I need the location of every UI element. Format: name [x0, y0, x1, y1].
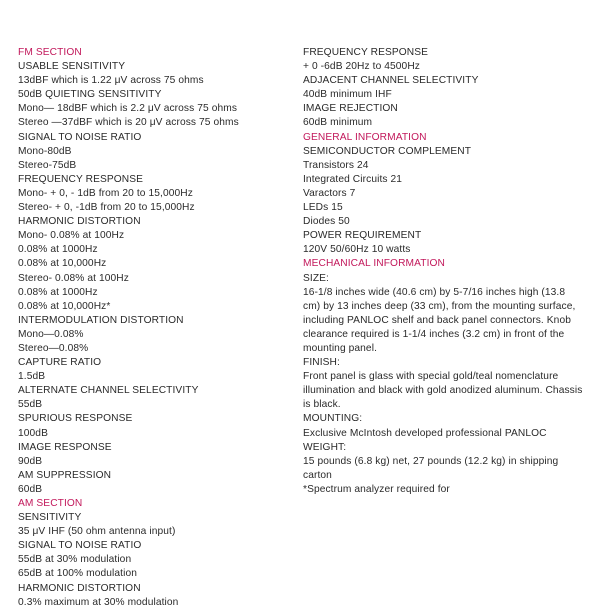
spec-line: SEMICONDUCTOR COMPLEMENT: [303, 145, 472, 157]
spec-line: 55dB: [18, 399, 43, 411]
spec-line: Stereo —37dBF which is 20 μV across 75 ohms: [18, 117, 239, 129]
spec-line: 60dB minimum: [303, 117, 373, 129]
spec-line: Mono— 18dBF which is 2.2 μV across 75 ohms: [18, 103, 238, 115]
spec-line: Mono- 0.08% at 100Hz: [18, 230, 125, 242]
spec-line: SENSITIVITY: [18, 512, 82, 524]
spec-line: SIGNAL TO NOISE RATIO: [18, 540, 142, 552]
spec-line: FINISH:: [303, 357, 340, 369]
spec-line: SIGNAL TO NOISE RATIO: [18, 131, 142, 143]
spec-line: INTERMODULATION DISTORTION: [18, 314, 184, 326]
spec-line: HARMONIC DISTORTION: [18, 582, 141, 594]
right-spec-column: [303, 46, 585, 497]
spec-line: Stereo- 0.08% at 100Hz: [18, 272, 129, 284]
spec-line: LEDs 15: [303, 202, 343, 214]
spec-line: 0.08% at 1000Hz: [18, 244, 98, 256]
spec-line: 50dB QUIETING SENSITIVITY: [18, 89, 162, 101]
spec-line: 40dB minimum IHF: [303, 89, 392, 101]
spec-line: Mono-80dB: [18, 145, 72, 157]
section-heading-general-information: GENERAL INFORMATION: [303, 131, 427, 143]
spec-line: 0.08% at 10,000Hz: [18, 258, 107, 270]
spec-line: AM SUPPRESSION: [18, 469, 112, 481]
spec-line: FREQUENCY RESPONSE: [303, 47, 429, 58]
spec-line: 0.08% at 10,000Hz*: [18, 300, 111, 312]
spec-line: SPURIOUS RESPONSE: [18, 413, 133, 425]
spec-line: 13dBF which is 1.22 μV across 75 ohms: [18, 75, 204, 87]
spec-line: Integrated Circuits 21: [303, 173, 403, 185]
spec-line: Mono- + 0, - 1dB from 20 to 15,000Hz: [18, 187, 193, 199]
spec-line: 90dB: [18, 455, 43, 467]
spec-line: POWER REQUIREMENT: [303, 230, 422, 242]
spec-line: WEIGHT:: [303, 441, 347, 453]
spec-line: Stereo- + 0, -1dB from 20 to 15,000Hz: [18, 202, 195, 214]
spec-line: Mono—0.08%: [18, 328, 84, 340]
spec-line: USABLE SENSITIVITY: [18, 61, 126, 73]
spec-line: 15 pounds (6.8 kg) net, 27 pounds (12.2 kg) in shipping carton: [303, 455, 559, 481]
spec-line: Stereo—0.08%: [18, 342, 89, 354]
spec-line: Varactors 7: [303, 187, 356, 199]
spec-line: Stereo-75dB: [18, 159, 77, 171]
spec-line: 120V 50/60Hz 10 watts: [303, 244, 411, 256]
spec-line: Front panel is glass with special gold/teal nomenclature illumination and black with gold anodized aluminum. Chassis is black.: [303, 371, 583, 411]
spec-line: ADJACENT CHANNEL SELECTIVITY: [303, 75, 479, 87]
spec-line: MOUNTING:: [303, 413, 363, 425]
spec-line: SIZE:: [303, 272, 329, 284]
spec-line: *Spectrum analyzer required for: [303, 483, 450, 495]
section-heading-mechanical-information: MECHANICAL INFORMATION: [303, 258, 445, 270]
left-spec-column: [18, 46, 298, 610]
spec-line: 1.5dB: [18, 371, 46, 383]
spec-line: HARMONIC DISTORTION: [18, 216, 141, 228]
spec-line: 65dB at 100% modulation: [18, 568, 137, 580]
section-heading-am-section: AM SECTION: [18, 498, 83, 509]
spec-line: ALTERNATE CHANNEL SELECTIVITY: [18, 385, 199, 397]
spec-line: Diodes 50: [303, 216, 350, 228]
spec-line: Transistors 24: [303, 159, 369, 171]
spec-line: 16-1/8 inches wide (40.6 cm) by 5-7/16 inches high (13.8 cm) by 13 inches deep (33 cm), from the mounting surface, including PANLOC shelf and back panel connectors. Knob clearance required is 1-1/4 inches (3.2 cm) in front of the mounting panel.: [303, 286, 576, 354]
spec-line: 0.08% at 1000Hz: [18, 286, 98, 298]
spec-line: IMAGE RESPONSE: [18, 441, 112, 453]
spec-line: FREQUENCY RESPONSE: [18, 173, 144, 185]
section-heading-fm-section: FM SECTION: [18, 47, 82, 58]
spec-line: 55dB at 30% modulation: [18, 554, 132, 566]
spec-line: 100dB: [18, 427, 48, 439]
spec-line: 35 μV IHF (50 ohm antenna input): [18, 526, 176, 538]
spec-line: + 0 -6dB 20Hz to 4500Hz: [303, 61, 420, 73]
spec-line: 0.3% maximum at 30% modulation: [18, 596, 179, 608]
spec-line: Exclusive McIntosh developed professional PANLOC: [303, 427, 547, 439]
spec-line: CAPTURE RATIO: [18, 357, 102, 369]
spec-line: 60dB: [18, 483, 43, 495]
spec-line: IMAGE REJECTION: [303, 103, 398, 115]
